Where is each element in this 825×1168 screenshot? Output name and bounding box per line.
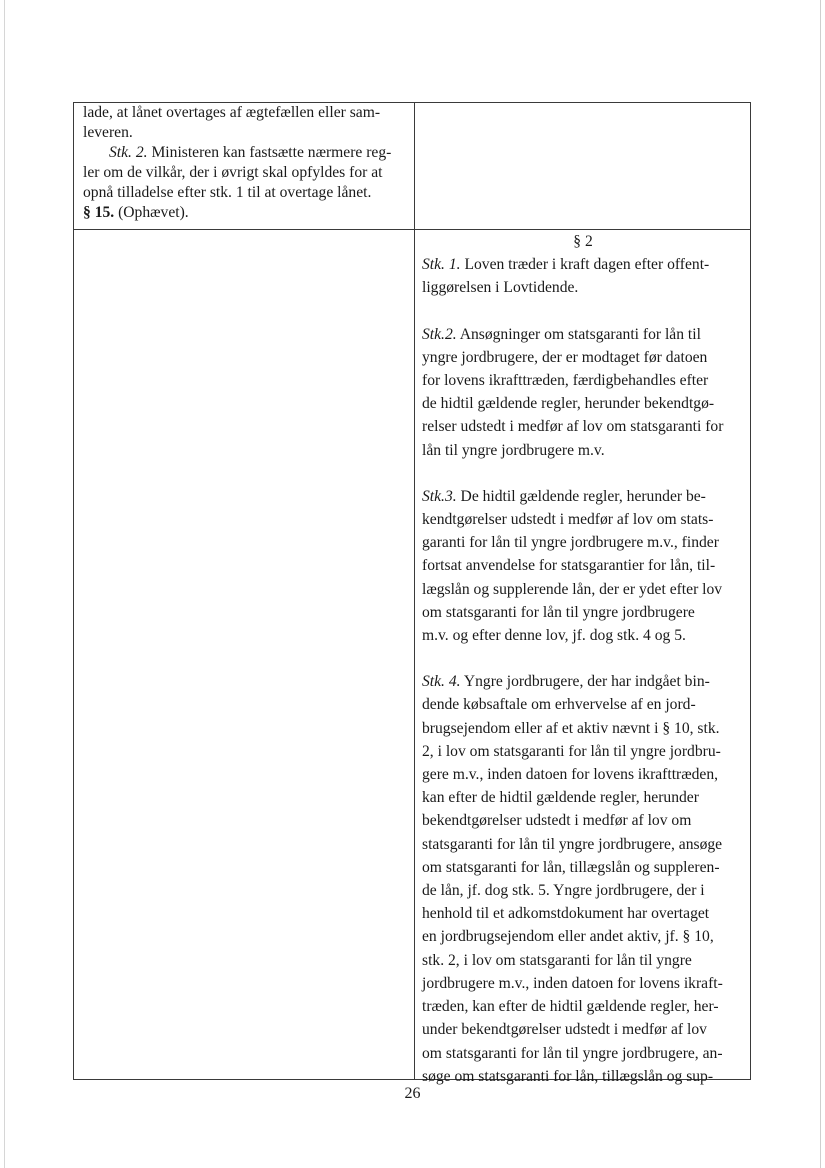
stk4-label: Stk. 4. bbox=[422, 673, 461, 691]
text-line: bekendtgørelser udstedt i medfør af lov om bbox=[422, 812, 692, 830]
cell-row2-right bbox=[422, 230, 744, 1088]
paragraph-stk2 bbox=[422, 323, 744, 346]
paragraph-stk3 bbox=[422, 485, 744, 508]
cell-row1-left bbox=[83, 103, 407, 223]
text-line: under bekendtgørelser udstedt i medfør af lov bbox=[422, 1021, 707, 1039]
text-line: Yngre jordbrugere, der har indgået bin- bbox=[460, 673, 710, 691]
text-line: relser udstedt i medfør af lov om statsgaranti for bbox=[422, 418, 724, 436]
text-line: henhold til et adkomstdokument har overtaget bbox=[422, 905, 710, 923]
text-line: opnå tilladelse efter stk. 1 til at overtage lånet. bbox=[83, 184, 372, 201]
text-line: for lovens ikrafttræden, færdigbehandles efter bbox=[422, 372, 709, 390]
text-line: Loven træder i kraft dagen efter offent- bbox=[460, 256, 710, 274]
table-column-divider bbox=[414, 102, 415, 1080]
scan-edge-right bbox=[820, 0, 821, 1168]
text-line: gere m.v., inden datoen for lovens ikrafttræden, bbox=[422, 766, 719, 784]
text-line: lægslån og supplerende lån, der er ydet efter lov bbox=[422, 580, 723, 598]
text-line: dende købsaftale om erhvervelse af en jord- bbox=[422, 696, 696, 714]
text-line: kendtgørelser udstedt i medfør af lov om stats- bbox=[422, 511, 714, 529]
text-line: liggørelsen i Lovtidende. bbox=[422, 279, 579, 297]
text-line: en jordbrugsejendom eller andet aktiv, jf. § 10, bbox=[422, 928, 714, 946]
section-15-label: § 15. bbox=[83, 204, 115, 221]
text-line: leveren. bbox=[83, 124, 133, 141]
text-line: jordbrugere m.v., inden datoen for lovens ikraft- bbox=[422, 974, 723, 992]
text-line: lån til yngre jordbrugere m.v. bbox=[422, 441, 605, 459]
text-line: brugsejendom eller af et aktiv nævnt i § 10, stk. bbox=[422, 719, 720, 737]
section-heading: § 2 bbox=[573, 233, 593, 250]
text-line: garanti for lån til yngre jordbrugere m.v., finder bbox=[422, 534, 719, 552]
text-line: Ministeren kan fastsætte nærmere reg- bbox=[147, 144, 392, 161]
text-line: De hidtil gældende regler, herunder be- bbox=[456, 487, 706, 505]
stk3-label: Stk.3. bbox=[422, 487, 457, 505]
text-line: om statsgaranti for lån, tillægslån og suppleren- bbox=[422, 858, 720, 876]
text-line: kan efter de hidtil gældende regler, herunder bbox=[422, 789, 699, 807]
text-line: statsgaranti for lån til yngre jordbrugere, ansøge bbox=[422, 835, 723, 853]
scan-edge-left bbox=[4, 0, 5, 1168]
text-line: træden, kan efter de hidtil gældende regler, her- bbox=[422, 998, 719, 1016]
stk2-label: Stk.2. bbox=[422, 325, 457, 343]
paragraph-15 bbox=[83, 203, 407, 223]
text-line: yngre jordbrugere, der er modtaget før datoen bbox=[422, 348, 708, 366]
stk1-label: Stk. 1. bbox=[422, 256, 461, 274]
text-line: 2, i lov om statsgaranti for lån til yngre jordbru- bbox=[422, 742, 721, 760]
table-border-right bbox=[750, 102, 751, 1080]
paragraph-stk4 bbox=[422, 670, 744, 693]
text-line: stk. 2, i lov om statsgaranti for lån til yngre bbox=[422, 951, 692, 969]
stk2-label: Stk. 2. bbox=[109, 144, 148, 161]
text-line: de hidtil gældende regler, herunder bekendtgø- bbox=[422, 395, 715, 413]
text-line: de lån, jf. dog stk. 5. Yngre jordbrugere, der i bbox=[422, 882, 705, 900]
table-border-left bbox=[73, 102, 74, 1080]
text-line: fortsat anvendelse for statsgarantier for lån, til- bbox=[422, 557, 716, 575]
text-line: om statsgaranti for lån til yngre jordbrugere bbox=[422, 603, 695, 621]
text-line: ler om de vilkår, der i øvrigt skal opfyldes for at bbox=[83, 164, 383, 181]
text-line: m.v. og efter denne lov, jf. dog stk. 4 og 5. bbox=[422, 627, 686, 645]
paragraph-stk2 bbox=[83, 143, 407, 163]
text-line: søge om statsgaranti for lån, tillægslån og sup- bbox=[422, 1067, 714, 1085]
page-number: 26 bbox=[404, 1085, 421, 1102]
text-line: Ansøgninger om statsgaranti for lån til bbox=[456, 325, 701, 343]
paragraph-stk1 bbox=[422, 253, 744, 276]
text-line: lade, at lånet overtages af ægtefællen eller sam- bbox=[83, 104, 381, 121]
text-line: (Ophævet). bbox=[114, 204, 189, 221]
text-line: om statsgaranti for lån til yngre jordbrugere, an- bbox=[422, 1044, 723, 1062]
